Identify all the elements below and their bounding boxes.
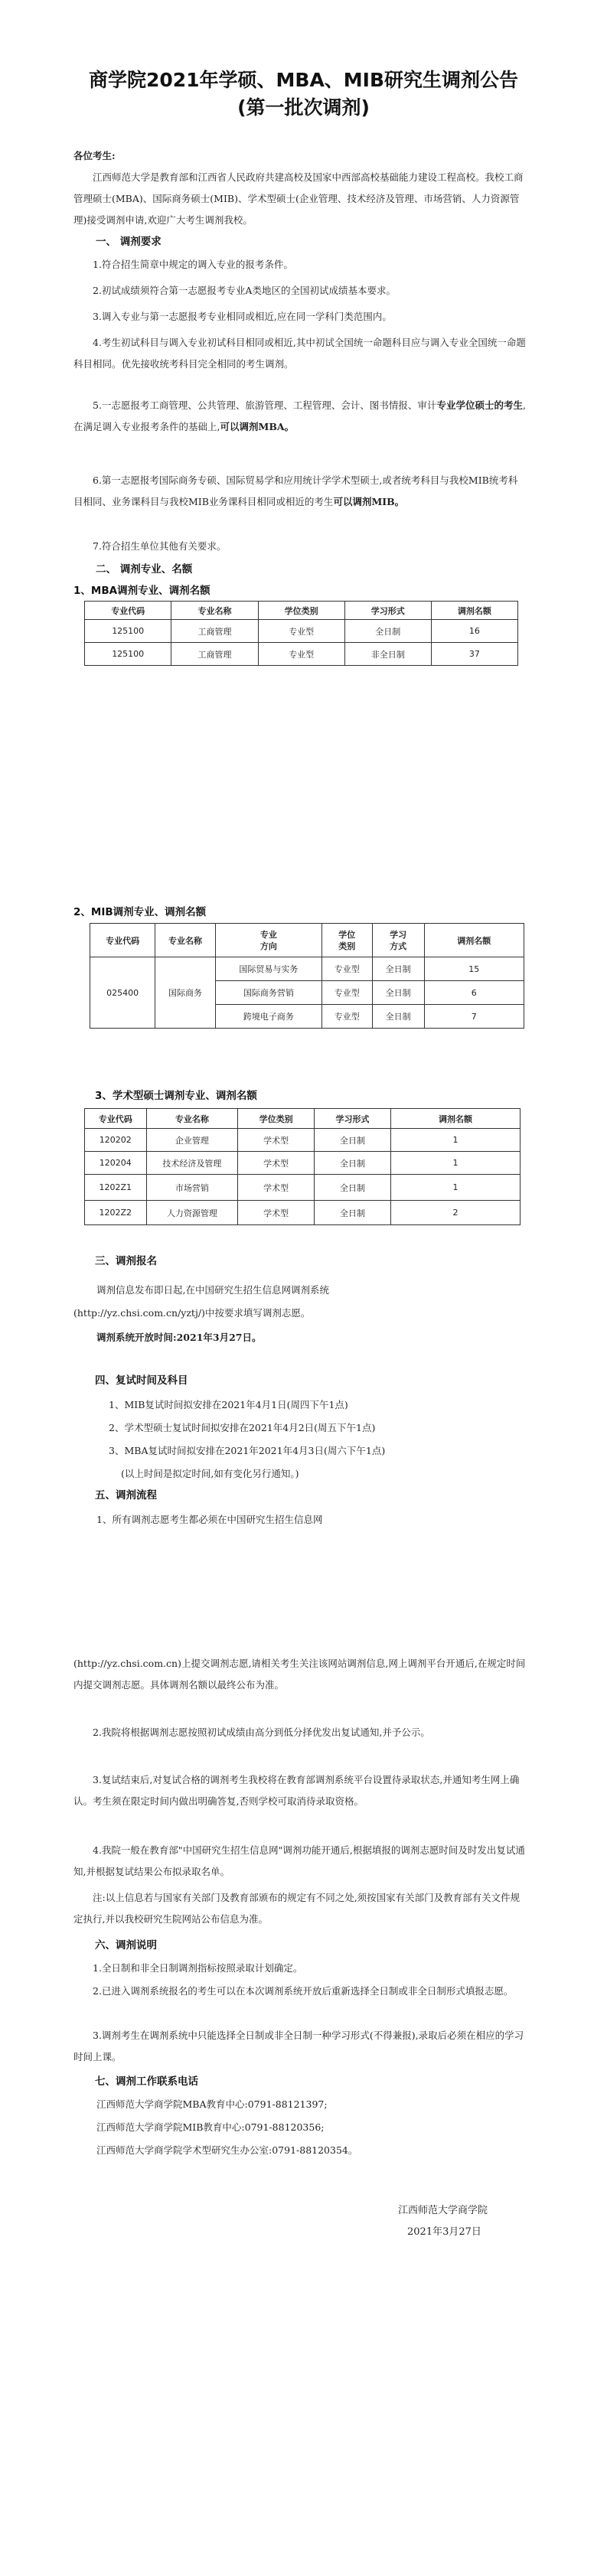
table-cell: 15 — [424, 957, 524, 981]
table-cell: 学术型 — [238, 1152, 315, 1175]
table-row — [85, 1201, 521, 1225]
requirement-5-text: 5.一志愿报考工商管理、公共管理、旅游管理、工程管理、会计、图书情报、审计 — [93, 399, 437, 411]
requirement-5-emphasis-2: 可以调剂MBA。 — [220, 421, 295, 432]
table-cell: 6 — [424, 981, 524, 1005]
mib-col-code: 专业代码 — [90, 924, 155, 957]
interview-time-note: (以上时间是拟定时间,如有变化另行通知。) — [121, 1468, 299, 1479]
table-cell: 1 — [390, 1152, 520, 1175]
process-4: 4.我院一般在教育部"中国研究生招生信息网"调剂功能开通后,根据填报的调剂志愿时间及时发出复试通知,并根据复试结果公布拟录取名单。 — [73, 1844, 525, 1877]
interview-time-3: 3、MBA复试时间拟安排在2021年2021年4月3日(周六下午1点) — [109, 1445, 386, 1456]
academic-col-name: 专业名称 — [146, 1109, 238, 1129]
page-title: 商学院2021年学硕、MBA、MIB研究生调剂公告 — [88, 69, 519, 91]
requirement-6 — [73, 470, 527, 513]
table-cell: 7 — [424, 1005, 524, 1029]
table-cell: 工商管理 — [171, 643, 258, 666]
table-cell: 16 — [431, 620, 517, 643]
table-row — [90, 957, 524, 981]
section-3-heading: 三、调剂报名 — [95, 1255, 157, 1267]
table-cell: 125100 — [85, 620, 171, 643]
table-cell: 人力资源管理 — [146, 1201, 238, 1225]
requirement-2: 2.初试成绩须符合第一志愿报考专业A类地区的全国初试成绩基本要求。 — [93, 285, 396, 296]
process-note: 注:以上信息若与国家有关部门及教育部颁布的规定有不同之处,须按国家有关部门及教育部有关文件规定执行,并以我校研究生院网站公布信息为准。 — [73, 1892, 521, 1925]
table-cell: 1202Z2 — [85, 1201, 147, 1225]
table-cell: 全日制 — [372, 1005, 424, 1029]
process-3: 3.复试结束后,对复试合格的调剂考生我校将在教育部调剂系统平台设置待录取状态,并通知考生网上确认。考生须在限定时间内做出明确答复,否则学校可取消待录取资格。 — [73, 1774, 520, 1807]
table-row — [85, 1175, 521, 1201]
table-cell: 专业型 — [321, 1005, 372, 1029]
table-cell: 2 — [390, 1201, 520, 1225]
table-cell: 全日制 — [315, 1201, 391, 1225]
table-cell: 企业管理 — [146, 1129, 238, 1152]
registration-deadline: 调剂系统开放时间:2021年3月27日。 — [96, 1332, 262, 1343]
table-cell: 非全日制 — [344, 643, 431, 666]
requirement-1: 1.符合招生简章中规定的调入专业的报考条件。 — [93, 259, 293, 270]
table-cell: 125100 — [85, 643, 171, 666]
section-5-heading: 五、调剂流程 — [95, 1489, 157, 1502]
requirement-5-emphasis: 专业学位硕士的考生 — [436, 399, 523, 411]
registration-text-line-1: 调剂信息发布即日起,在中国研究生招生信息网调剂系统 — [96, 1284, 329, 1296]
table-cell: 全日制 — [315, 1175, 391, 1201]
section-2-heading: 二、 调剂专业、名额 — [96, 563, 193, 576]
requirement-3: 3.调入专业与第一志愿报考专业相同或相近,应在同一学科门类范围内。 — [93, 311, 392, 322]
page-subtitle: (第一批次调剂) — [237, 96, 370, 119]
table-row — [85, 620, 518, 643]
mib-col-quota: 调剂名额 — [424, 924, 524, 957]
registration-text-line-2: (http://yz.chsi.com.cn/yztj/)中按要求填写调剂志愿。 — [73, 1307, 311, 1319]
table-cell: 1202Z1 — [85, 1175, 147, 1201]
academic-col-mode: 学习形式 — [315, 1109, 391, 1129]
mba-col-quota: 调剂名额 — [431, 602, 517, 620]
table-cell: 跨境电子商务 — [215, 1005, 321, 1029]
requirement-5 — [73, 395, 527, 438]
academic-table — [84, 1108, 521, 1225]
requirement-6-text: 6.第一志愿报考国际商务专硕、国际贸易学和应用统计学学术型硕士,或者统考科目与我校MIB统考科目相同、业务课科目与我校MIB业务课科目相同或相近的考生 — [73, 474, 518, 507]
mib-col-degree: 学位 类别 — [321, 924, 372, 957]
mba-table — [84, 601, 518, 666]
table-cell: 全日制 — [372, 957, 424, 981]
table-cell: 专业型 — [321, 981, 372, 1005]
table-cell: 技术经济及管理 — [146, 1152, 238, 1175]
signature-date: 2021年3月27日 — [407, 2226, 481, 2238]
mba-col-code: 专业代码 — [85, 602, 171, 620]
mba-col-degree: 学位类别 — [258, 602, 344, 620]
requirement-4: 4.考生初试科目与调入专业初试科目相同或相近,其中初试全国统一命题科目应与调入专业全国统一命题科目相同。优先接收统考科目完全相同的考生调剂。 — [73, 337, 526, 370]
mib-table — [90, 923, 524, 1029]
process-1-start: 1、所有调剂志愿考生都必须在中国研究生招生信息网 — [96, 1514, 323, 1525]
academic-table-header-row — [85, 1109, 521, 1129]
explanation-1: 1.全日制和非全日制调剂指标按照录取计划确定。 — [93, 1962, 303, 1974]
process-2: 2.我院将根据调剂志愿按照初试成绩由高分到低分择优发出复试通知,并予公示。 — [93, 1727, 430, 1738]
requirement-5-text-2: ,在满足调入专业报考条件的基础上, — [73, 399, 526, 432]
table-cell: 专业型 — [258, 620, 344, 643]
table-cell: 全日制 — [372, 981, 424, 1005]
table-cell: 国际商务营销 — [215, 981, 321, 1005]
table-cell: 120204 — [85, 1152, 147, 1175]
academic-table-heading: 3、学术型硕士调剂专业、调剂名额 — [95, 1090, 257, 1102]
table-row — [85, 643, 518, 666]
table-cell: 学术型 — [238, 1201, 315, 1225]
mib-table-header-row — [90, 924, 524, 957]
interview-time-1: 1、MIB复试时间拟安排在2021年4月1日(周四下午1点) — [109, 1399, 348, 1410]
table-cell: 工商管理 — [171, 620, 258, 643]
table-cell: 120202 — [85, 1129, 147, 1152]
academic-col-quota: 调剂名额 — [390, 1109, 520, 1129]
contact-mba: 江西师范大学商学院MBA教育中心:0791-88121397; — [96, 2098, 328, 2110]
signature-org: 江西师范大学商学院 — [398, 2205, 488, 2216]
requirement-7: 7.符合招生单位其他有关要求。 — [93, 540, 227, 552]
mba-table-header-row — [85, 602, 518, 620]
table-cell: 市场营销 — [146, 1175, 238, 1201]
table-row — [85, 1152, 521, 1175]
explanation-2: 2.已进入调剂系统报名的考生可以在本次调剂系统开放后重新选择全日制或非全日制形式填报志愿。 — [93, 1985, 514, 1997]
table-cell: 全日制 — [315, 1152, 391, 1175]
mib-col-mode: 学习 方式 — [372, 924, 424, 957]
mib-code-cell: 025400 — [90, 957, 155, 1029]
table-cell: 学术型 — [238, 1129, 315, 1152]
mib-table-heading: 2、MIB调剂专业、调剂名额 — [73, 906, 207, 918]
explanation-3: 3.调剂考生在调剂系统中只能选择全日制或非全日制一种学习形式(不得兼报),录取后必须在相应的学习时间上课。 — [73, 2030, 524, 2062]
table-cell: 专业型 — [321, 957, 372, 981]
mib-col-name: 专业名称 — [155, 924, 216, 957]
academic-col-degree: 学位类别 — [238, 1109, 315, 1129]
mba-col-mode: 学习形式 — [344, 602, 431, 620]
section-6-heading: 六、调剂说明 — [95, 1939, 157, 1952]
contact-mib: 江西师范大学商学院MIB教育中心:0791-88120356; — [96, 2121, 325, 2133]
table-cell: 1 — [390, 1129, 520, 1152]
table-cell: 全日制 — [315, 1129, 391, 1152]
table-cell: 国际贸易与实务 — [215, 957, 321, 981]
greeting: 各位考生: — [73, 150, 116, 161]
process-1-continued: (http://yz.chsi.com.cn)上提交调剂志愿,请相关考生关注该网站调剂信息,网上调剂平台开通后,在规定时间内提交调剂志愿。具体调剂名额以最终公布为准。 — [73, 1658, 526, 1691]
section-4-heading: 四、复试时间及科目 — [95, 1374, 188, 1387]
mib-name-cell: 国际商务 — [155, 957, 216, 1029]
table-row — [85, 1129, 521, 1152]
section-7-heading: 七、调剂工作联系电话 — [95, 2075, 198, 2088]
mba-table-heading: 1、MBA调剂专业、调剂名额 — [73, 585, 210, 597]
mib-col-direction: 专业 方向 — [215, 924, 321, 957]
intro-paragraph: 江西师范大学是教育部和江西省人民政府共建高校及国家中西部高校基础能力建设工程高校。我校工商管理硕士(MBA)、国际商务硕士(MIB)、学术型硕士(企业管理、技术经济及管理、市场营销、人力资源管理)接受调剂申请,欢迎广大考生调剂我校。 — [73, 171, 524, 226]
mba-col-name: 专业名称 — [171, 602, 258, 620]
table-cell: 1 — [390, 1175, 520, 1201]
section-1-heading: 一、 调剂要求 — [96, 236, 162, 248]
academic-col-code: 专业代码 — [85, 1109, 147, 1129]
contact-academic: 江西师范大学商学院学术型研究生办公室:0791-88120354。 — [96, 2144, 358, 2156]
interview-time-2: 2、学术型硕士复试时间拟安排在2021年4月2日(周五下午1点) — [109, 1422, 376, 1433]
table-cell: 专业型 — [258, 643, 344, 666]
requirement-6-emphasis: 可以调剂MIB。 — [333, 496, 405, 507]
table-cell: 37 — [431, 643, 517, 666]
table-cell: 全日制 — [344, 620, 431, 643]
table-cell: 学术型 — [238, 1175, 315, 1201]
